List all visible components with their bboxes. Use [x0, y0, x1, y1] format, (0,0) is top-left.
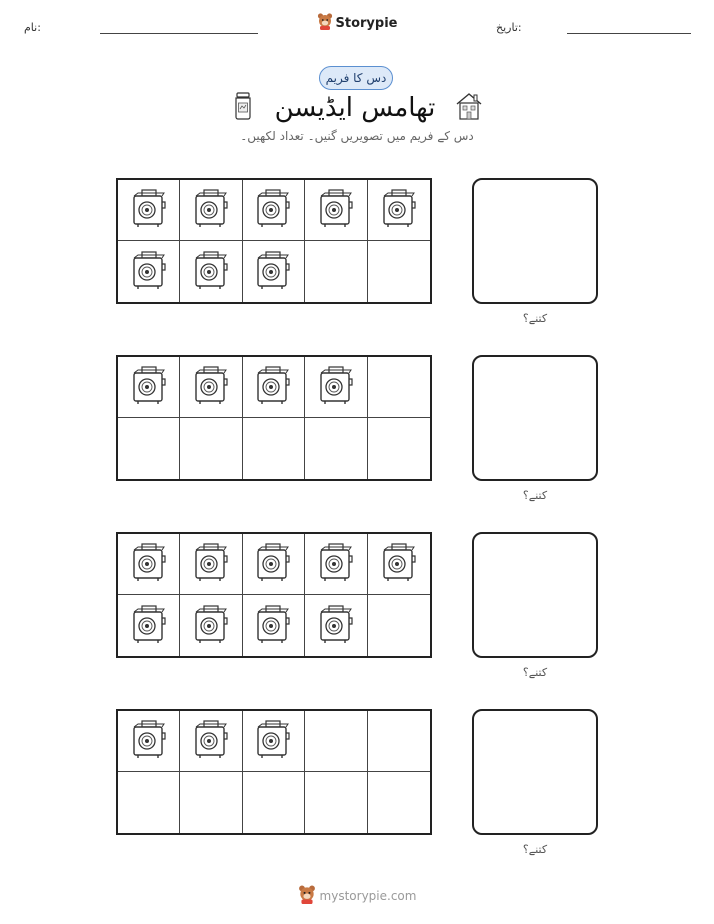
phonograph-box-icon — [192, 365, 230, 409]
ten-frame-cell — [118, 772, 180, 833]
phonograph-box-icon — [380, 188, 418, 232]
ten-frame-cell — [368, 711, 430, 772]
ten-frame-cell — [118, 241, 180, 302]
ten-frame-cell — [180, 180, 242, 241]
answer-box[interactable] — [472, 178, 598, 304]
phonograph-box-icon — [130, 719, 168, 763]
ten-frame-cell — [368, 534, 430, 595]
answer-box[interactable] — [472, 355, 598, 481]
phonograph-box-icon — [192, 719, 230, 763]
ten-frame-cell — [180, 772, 242, 833]
phonograph-box-icon — [317, 365, 355, 409]
phonograph-box-icon — [130, 188, 168, 232]
ten-frame-cell — [368, 595, 430, 656]
title-row — [0, 90, 714, 126]
ten-frame-cell — [118, 357, 180, 418]
ten-frame-cell — [305, 711, 367, 772]
phonograph-box-icon — [254, 719, 292, 763]
phonograph-box-icon — [254, 188, 292, 232]
ten-frame-cell — [243, 711, 305, 772]
ten-frame-cell — [243, 772, 305, 833]
ten-frame-cell — [305, 180, 367, 241]
page-title: تھامس ایڈیسن — [274, 93, 436, 123]
ten-frame-cell — [243, 534, 305, 595]
ten-frame-cell — [368, 241, 430, 302]
phonograph-box-icon — [254, 250, 292, 294]
ten-frame-cell — [305, 418, 367, 479]
ten-frame-cell — [180, 241, 242, 302]
answer-box[interactable] — [472, 709, 598, 835]
footer-url: mystorypie.com — [319, 889, 417, 903]
ten-frame-cell — [368, 357, 430, 418]
ten-frame — [116, 532, 432, 658]
how-many-label: کتنے؟ — [522, 843, 548, 856]
ten-frame-cell — [180, 595, 242, 656]
answer-box[interactable] — [472, 532, 598, 658]
phonograph-box-icon — [317, 604, 355, 648]
phonograph-box-icon — [130, 542, 168, 586]
ten-frame-cell — [118, 711, 180, 772]
phonograph-box-icon — [254, 365, 292, 409]
brand-name: Storypie — [335, 15, 398, 31]
ten-frame-cell — [305, 241, 367, 302]
phonograph-box-icon — [130, 604, 168, 648]
ten-frame-cell — [118, 180, 180, 241]
date-label: تاریخ: — [496, 21, 522, 34]
phonograph-box-icon — [192, 542, 230, 586]
ten-frame-cell — [305, 357, 367, 418]
phonograph-box-icon — [317, 542, 355, 586]
ten-frame-cell — [305, 595, 367, 656]
how-many-label: کتنے؟ — [522, 666, 548, 679]
ten-frame-cell — [118, 595, 180, 656]
bear-mascot-icon — [298, 884, 316, 908]
bear-mascot-icon — [317, 12, 333, 34]
ten-frame-cell — [243, 357, 305, 418]
ten-frame-cell — [243, 595, 305, 656]
ten-frame-cell — [180, 711, 242, 772]
brand-logo — [0, 12, 714, 34]
ten-frame-cell — [243, 241, 305, 302]
ten-frame-cell — [243, 180, 305, 241]
phonograph-box-icon — [254, 604, 292, 648]
date-line[interactable] — [567, 33, 691, 34]
phonograph-box-icon — [317, 188, 355, 232]
ten-frame — [116, 355, 432, 481]
ten-frame-badge: دس کا فریم — [319, 66, 393, 90]
ten-frame-cell — [368, 418, 430, 479]
ten-frame-cell — [305, 772, 367, 833]
phonograph-box-icon — [130, 250, 168, 294]
footer — [0, 884, 714, 908]
jar-icon — [231, 91, 255, 125]
ten-frame — [116, 178, 432, 304]
how-many-label: کتنے؟ — [522, 312, 548, 325]
instructions: دس کے فریم میں تصویریں گنیں۔ تعداد لکھیں۔ — [240, 129, 474, 143]
ten-frame-cell — [180, 357, 242, 418]
phonograph-box-icon — [192, 250, 230, 294]
phonograph-box-icon — [192, 604, 230, 648]
phonograph-box-icon — [380, 542, 418, 586]
ten-frame-cell — [118, 418, 180, 479]
phonograph-box-icon — [254, 542, 292, 586]
ten-frame-cell — [180, 534, 242, 595]
ten-frame — [116, 709, 432, 835]
ten-frame-cell — [180, 418, 242, 479]
phonograph-box-icon — [192, 188, 230, 232]
ten-frame-cell — [118, 534, 180, 595]
how-many-label: کتنے؟ — [522, 489, 548, 502]
name-label: نام: — [24, 21, 41, 34]
ten-frame-cell — [368, 772, 430, 833]
ten-frame-cell — [305, 534, 367, 595]
house-icon — [455, 91, 483, 125]
phonograph-box-icon — [130, 365, 168, 409]
ten-frame-cell — [243, 418, 305, 479]
ten-frame-cell — [368, 180, 430, 241]
